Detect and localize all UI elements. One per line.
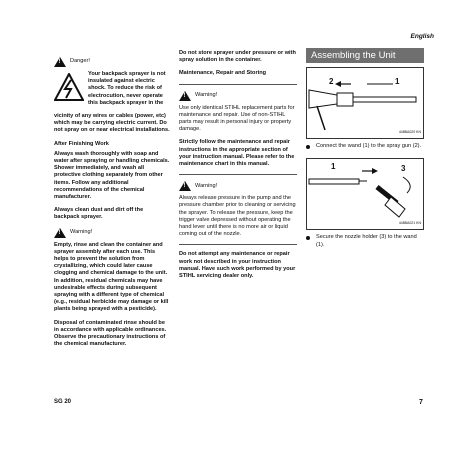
figure-code: 448BA021 KN [398, 221, 421, 226]
step-text-2: Secure the nozzle holder (3) to the wand (1). [316, 234, 417, 248]
figure-label-1: 1 [395, 77, 400, 87]
danger-title: Danger! [70, 58, 90, 65]
warning-title-1: Warning! [195, 92, 218, 98]
language-label: English [410, 33, 434, 40]
warning-heading-2 [179, 181, 297, 191]
column-right [306, 48, 424, 257]
divider [179, 84, 297, 85]
figure-label-2: 2 [329, 77, 334, 87]
warning-paragraph: Empty, rinse and clean the container and sprayer assembly after each use. This helps to prevent the solution from crystallizing, which could later cause clogging and chemical damage to the unit. In addition, residual chemicals may have undesirable effects during subsequent spraying with a different type of chemical (e.g., residual herbicide may damage or kill plants being sprayed with a pesticide). [54, 241, 169, 313]
step-text-1: Connect the wand (1) to the spray gun (2). [316, 143, 422, 150]
section-title: Assembling the Unit [306, 48, 424, 63]
warning-heading [54, 228, 170, 238]
disposal-paragraph: Disposal of contaminated rinse should be in accordance with applicable ordinances. Observe the precautionary instructions of the chemical manufacturer. [54, 319, 167, 348]
after-paragraph-1: Always wash thoroughly with soap and water after spraying or handling chemicals. Shower immediately, and wash all protective clothing separately from other items. Follow any additional recommendations of the chemical manufacturer. [54, 150, 170, 201]
figure-code: 448BA020 KN [398, 130, 421, 134]
page-number: 7 [419, 399, 423, 406]
warning-title-2: Warning! [195, 182, 218, 189]
figure-connect-wand [306, 67, 424, 139]
warning-heading-1 [179, 91, 297, 101]
warning-text-2: Always release pressure in the pump and the pressure chamber prior to cleaning or servicing the sprayer. To release the pressure, keep the trigger valve depressed without operating the hand lever until there is no more air or liquid coming out of the nozzle. [179, 195, 296, 238]
figure-label-1: 1 [331, 162, 336, 172]
warning-text-1: Use only identical STIHL replacement parts for maintenance and repair. Use of non-STIHL parts may result in personal injury or property damage. [179, 104, 295, 133]
warning-triangle-icon [179, 181, 191, 191]
danger-text-2: vicinity of any wires or cables (power, etc) which may be carrying electric current. Do not spray on or near electrical installations. [54, 113, 170, 134]
strictly-paragraph: Strictly follow the maintenance and repair instructions in the appropriate section of your instruction manual. Please refer to the maintenance chart in this manual. [179, 139, 295, 168]
warning-title: Warning! [70, 229, 93, 236]
warning-triangle-icon [179, 91, 191, 101]
figure-nozzle-holder [306, 158, 424, 230]
step-connect-wand [306, 143, 424, 150]
step-secure-nozzle [306, 234, 424, 248]
danger-text-1: Your backpack sprayer is not insulated against electric shock. To reduce the risk of electrocution, never operate this backpack sprayer in the [88, 71, 166, 106]
danger-heading [54, 57, 170, 67]
warning-triangle-icon [54, 228, 66, 238]
divider [179, 244, 297, 245]
donot-paragraph: Do not attempt any maintenance or repair work not described in your instruction manual. Have such work performed by your STIHL servicing dealer only. [179, 251, 296, 280]
maintenance-heading: Maintenance, Repair and Storing [179, 70, 267, 77]
electric-shock-icon [54, 73, 84, 101]
bullet-icon [306, 145, 310, 149]
spray-gun-wand-illustration [307, 68, 423, 136]
figure-label-3: 3 [401, 164, 406, 174]
column-left [54, 57, 170, 355]
after-heading: After Finishing Work [54, 140, 109, 147]
warning-triangle-icon [54, 57, 66, 67]
after-paragraph-2: Always clean dust and dirt off the backpack sprayer. [54, 207, 144, 221]
column-middle [179, 50, 297, 286]
storage-intro: Do not store sprayer under pressure or with spray solution in the container. [179, 50, 296, 64]
divider [179, 174, 297, 175]
bullet-icon [306, 236, 310, 240]
nozzle-holder-illustration [307, 159, 423, 227]
model-label: SG 20 [54, 399, 72, 405]
